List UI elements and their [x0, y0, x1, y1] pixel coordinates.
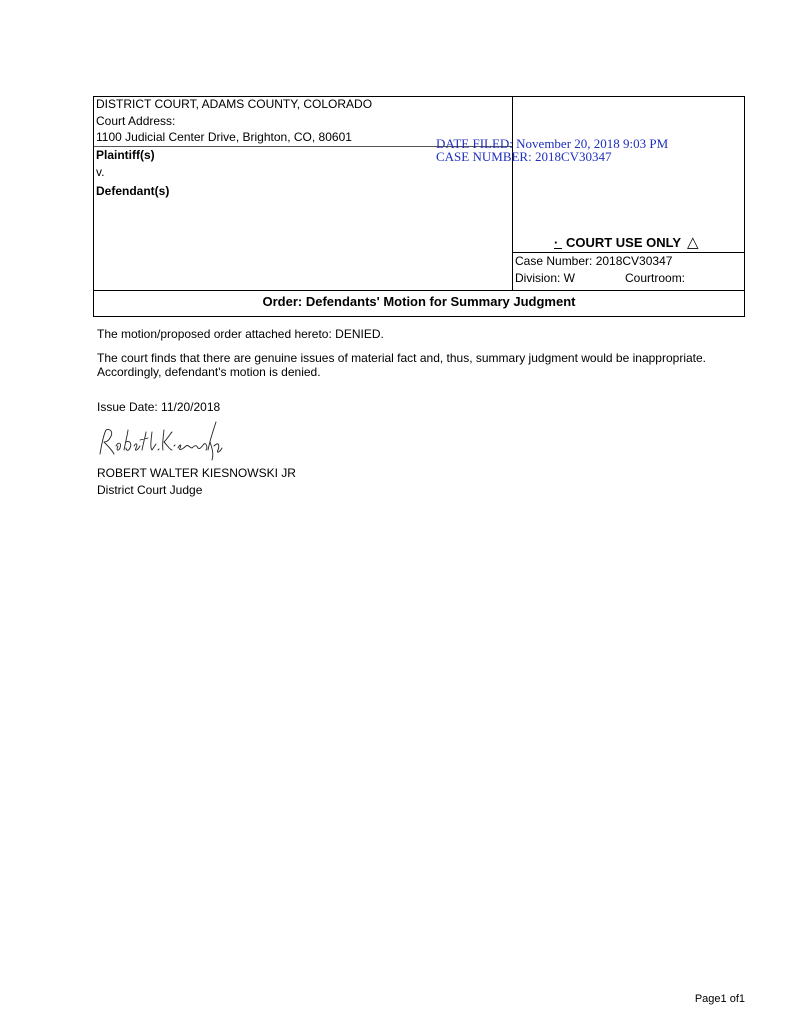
caption-divider-vertical — [512, 97, 513, 290]
case-number: Case Number: 2018CV30347 — [515, 254, 673, 268]
case-number-stamp: CASE NUMBER: 2018CV30347 — [436, 149, 612, 164]
caption-divider-title — [94, 290, 744, 291]
order-ruling: The motion/proposed order attached hereto: DENIED. — [97, 327, 384, 341]
court-use-mark: · — [554, 235, 562, 250]
triangle-icon: △ — [687, 234, 699, 251]
defendant-label: Defendant(s) — [96, 184, 170, 198]
court-address: 1100 Judicial Center Drive, Brighton, CO, 80601 — [96, 130, 352, 144]
versus-label: v. — [96, 165, 105, 179]
order-title: Order: Defendants' Motion for Summary Judgment — [262, 294, 576, 309]
judge-title: District Court Judge — [97, 483, 203, 497]
court-name: DISTRICT COURT, ADAMS COUNTY, COLORADO — [96, 97, 373, 111]
date-filed-stamp: DATE FILED: November 20, 2018 9:03 PM — [436, 136, 669, 151]
court-use-only — [554, 233, 699, 251]
issue-date: Issue Date: 11/20/2018 — [97, 400, 221, 414]
plaintiff-label: Plaintiff(s) — [96, 148, 155, 162]
judge-signature — [96, 420, 226, 464]
page-number: Page1 of1 — [694, 993, 745, 1005]
court-use-only-label: COURT USE ONLY — [565, 235, 682, 250]
caption-box — [93, 96, 745, 317]
caption-divider-court-use — [512, 252, 745, 253]
judge-name: ROBERT WALTER KIESNOWSKI JR — [97, 466, 296, 480]
division: Division: W — [515, 271, 576, 285]
order-finding-line1: The court finds that there are genuine issues of material fact and, thus, summary judgment would be inappropriate. — [97, 351, 706, 365]
court-address-label: Court Address: — [96, 114, 176, 128]
order-finding-line2: Accordingly, defendant's motion is denied. — [97, 365, 321, 379]
courtroom: Courtroom: — [625, 271, 686, 285]
